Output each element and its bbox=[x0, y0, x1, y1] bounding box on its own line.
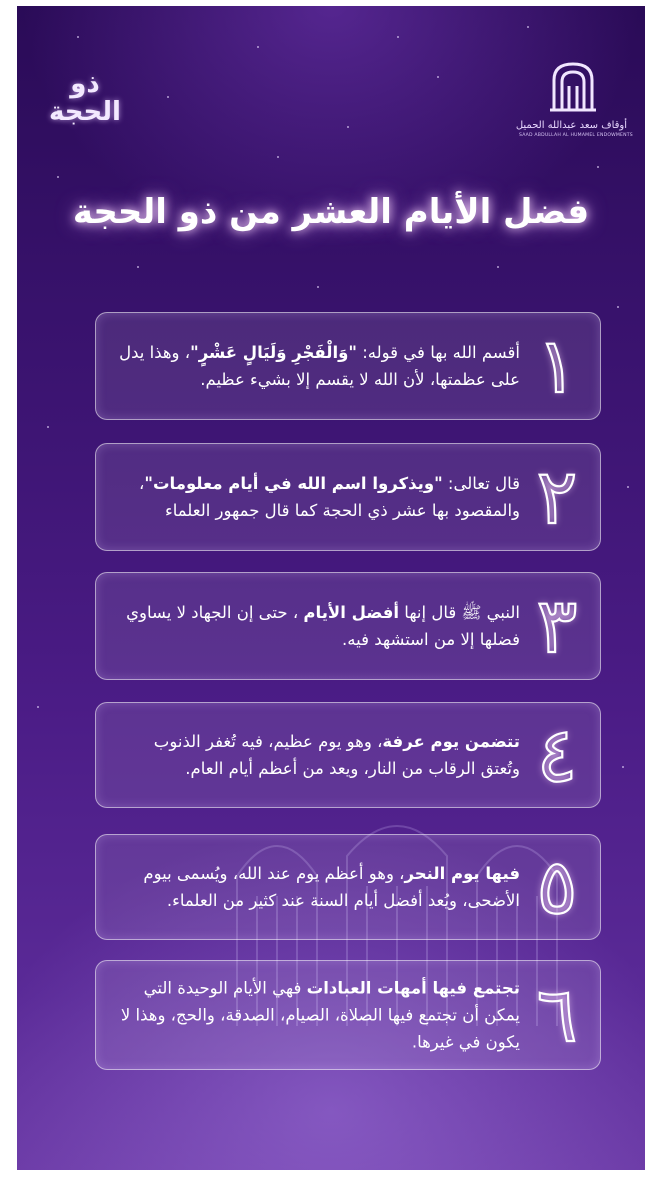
card-number: ٣ bbox=[536, 581, 578, 670]
page-title: فضل الأيام العشر من ذو الحجة bbox=[72, 192, 590, 232]
card-number: ٦ bbox=[536, 970, 578, 1059]
card-number: ٥ bbox=[536, 842, 578, 931]
virtue-card bbox=[95, 443, 601, 551]
card-text: أقسم الله بها في قوله: "وَالْفَجْرِ وَلَيَالٍ عَشْرٍ"، وهذا يدل على عظمتها، لأن الله لا يقسم إلا بشيء عظيم. bbox=[119, 343, 520, 389]
logo-english-name: SAAD ABDULLAH AL HUMAMEL ENDOWMENTS bbox=[519, 133, 633, 138]
card-number: ٤ bbox=[536, 710, 578, 799]
card-text: تجتمع فيها أمهات العبادات فهي الأيام الوحيدة التي يمكن أن تجتمع فيها الصلاة، الصيام، الصدقة، والحج، وهذا لا يكون في غيرها. bbox=[120, 978, 520, 1052]
season-calligraphy: ذو الحجة bbox=[49, 69, 121, 127]
virtue-card bbox=[95, 312, 601, 420]
card-text: قال تعالى: "ويذكروا اسم الله في أيام معلومات"، والمقصود بها عشر ذي الحجة كما قال جمهور العلماء bbox=[139, 474, 520, 520]
card-number: ١ bbox=[536, 321, 578, 410]
card-text: فيها يوم النحر، وهو أعظم يوم عند الله، ويُسمى بيوم الأضحى، ويُعد أفضل أيام السنة عند كثير من العلماء. bbox=[143, 864, 520, 910]
card-text: تتضمن يوم عرفة، وهو يوم عظيم، فيه تُغفر الذنوب وتُعتق الرقاب من النار، ويعد من أعظم أيام العام. bbox=[153, 732, 520, 778]
logo-emblem-icon bbox=[548, 58, 598, 116]
virtue-card bbox=[95, 834, 601, 940]
poster bbox=[17, 6, 645, 1170]
virtue-card bbox=[95, 572, 601, 680]
virtue-card bbox=[95, 960, 601, 1070]
logo-arabic-name: أوقاف سعد عبدالله الحميل bbox=[515, 120, 627, 131]
endowment-logo bbox=[515, 58, 633, 150]
card-text: النبي ﷺ قال إنها أفضل الأيام ، حتى إن الجهاد لا يساوي فضلها إلا من استشهد فيه. bbox=[126, 603, 520, 649]
card-number: ٢ bbox=[536, 452, 578, 541]
virtue-card bbox=[95, 702, 601, 808]
